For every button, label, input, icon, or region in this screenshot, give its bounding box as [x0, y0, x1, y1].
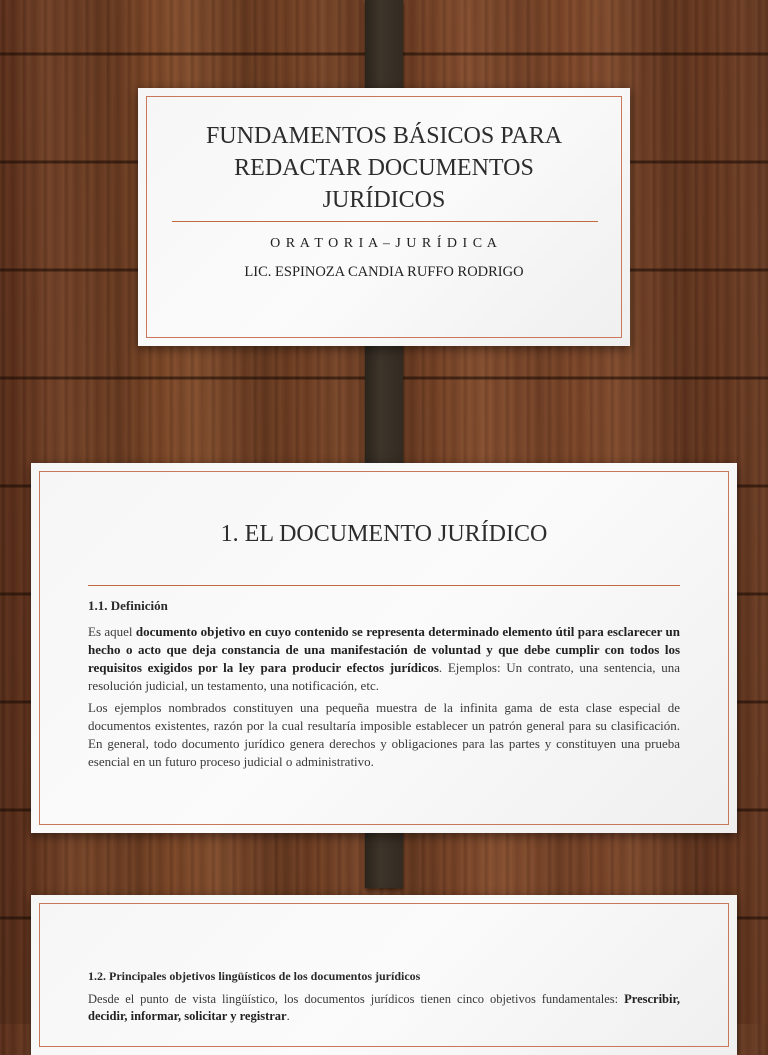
- title-slide-card: [138, 88, 630, 346]
- presentation-title-line-3: JURÍDICOS: [322, 187, 446, 213]
- objectives-end: .: [286, 1009, 290, 1023]
- definition-slide-card: [31, 463, 737, 833]
- hanging-strap-middle: [365, 330, 403, 480]
- definition-paragraph: [88, 623, 680, 695]
- slide-title-divider: [88, 585, 680, 586]
- examples-paragraph: Los ejemplos nombrados constituyen una pequeña muestra de la infinita gama de esta clase especial de documentos existentes, razón por la cual resultaría imposible establecer un patrón general para su clasificación. En general, todo documento jurídico genera derechos y obligaciones para las partes y constituyen una prueba esencial en un futuro proceso judicial o administrativo.: [88, 700, 680, 769]
- title-divider: [172, 221, 598, 222]
- presentation-subtitle: O R A T O R I A – J U R Í D I C A: [270, 236, 498, 251]
- presentation-title-line-1: FUNDAMENTOS BÁSICOS PARA: [205, 123, 563, 149]
- presentation-title-line-2: REDACTAR DOCUMENTOS: [234, 155, 534, 181]
- section-heading-definition: 1.1. Definición: [88, 598, 168, 613]
- presentation-author: LIC. ESPINOZA CANDIA RUFFO RODRIGO: [244, 264, 524, 280]
- presentation-title: [138, 120, 630, 216]
- section-heading-objectives: 1.2. Principales objetivos lingüísticos de los documentos jurídicos: [88, 969, 421, 983]
- definition-bold-text: documento objetivo en cuyo contenido se representa determinado elemento útil para esclarecer un hecho o acto que deja constancia de una manifestación de voluntad y que debe cumplir con todos los requisitos exigidos por la ley para producir efectos jurídicos: [88, 624, 680, 675]
- objectives-paragraph: [88, 991, 680, 1025]
- objectives-slide-card: [31, 895, 737, 1055]
- definition-intro: Es aquel: [88, 624, 136, 639]
- objectives-bold-list: Prescribir, decidir, informar, solicitar y registrar: [88, 992, 680, 1023]
- definition-examples: . Ejemplos: Un contrato, una sentencia, una resolución judicial, un testamento, una notificación, etc.: [88, 660, 680, 693]
- objectives-intro: Desde el punto de vista lingüístico, los documentos jurídicos tienen cinco objetivos fundamentales:: [88, 992, 625, 1006]
- slide-title: 1. EL DOCUMENTO JURÍDICO: [220, 521, 548, 547]
